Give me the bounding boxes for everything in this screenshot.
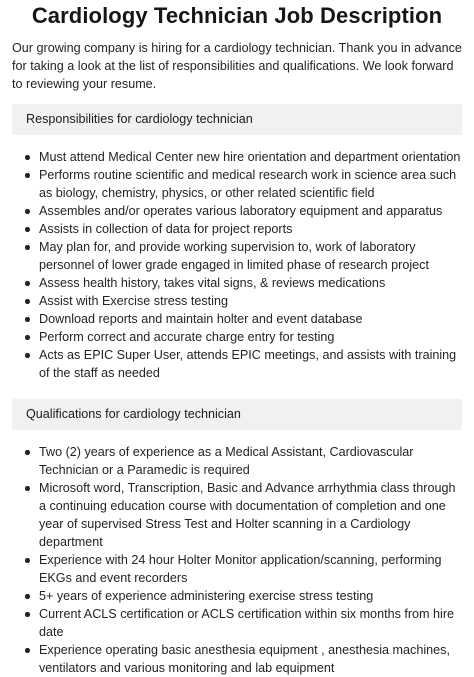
list-item: Assist with Exercise stress testing <box>22 292 462 310</box>
qualifications-heading: Qualifications for cardiology technician <box>12 399 462 430</box>
list-item: 5+ years of experience administering exercise stress testing <box>22 587 462 605</box>
list-item: Performs routine scientific and medical research work in science area such as biology, chemistry, physics, or other related scientific field <box>22 166 462 202</box>
list-item: Must attend Medical Center new hire orientation and department orientation <box>22 148 462 166</box>
list-item: Acts as EPIC Super User, attends EPIC meetings, and assists with training of the staff as needed <box>22 346 462 382</box>
list-item: Two (2) years of experience as a Medical Assistant, Cardiovascular Technician or a Paramedic is required <box>22 443 462 479</box>
intro-paragraph: Our growing company is hiring for a cardiology technician. Thank you in advance for taking a look at the list of responsibilities and qualifications. We look forward to reviewing your resume. <box>12 41 462 91</box>
list-item: Assists in collection of data for project reports <box>22 220 462 238</box>
qualifications-list <box>12 443 462 677</box>
list-item: Experience with 24 hour Holter Monitor application/scanning, performing EKGs and event recorders <box>22 551 462 587</box>
list-item: Current ACLS certification or ACLS certification within six months from hire date <box>22 605 462 641</box>
responsibilities-heading: Responsibilities for cardiology technician <box>12 104 462 135</box>
page-title: Cardiology Technician Job Description <box>31 3 443 28</box>
list-item: Assembles and/or operates various laboratory equipment and apparatus <box>22 202 462 220</box>
list-item: Microsoft word, Transcription, Basic and Advance arrhythmia class through a continuing education course with documentation of completion and one year of supervised Stress Test and Holter scanning in a Cardiology department <box>22 479 462 551</box>
list-item: May plan for, and provide working supervision to, work of laboratory personnel of lower grade engaged in limited phase of research project <box>22 238 462 274</box>
list-item: Assess health history, takes vital signs, & reviews medications <box>22 274 462 292</box>
responsibilities-list <box>12 148 462 382</box>
list-item: Experience operating basic anesthesia equipment , anesthesia machines, ventilators and various monitoring and lab equipment <box>22 641 462 677</box>
list-item: Perform correct and accurate charge entry for testing <box>22 328 462 346</box>
list-item: Download reports and maintain holter and event database <box>22 310 462 328</box>
